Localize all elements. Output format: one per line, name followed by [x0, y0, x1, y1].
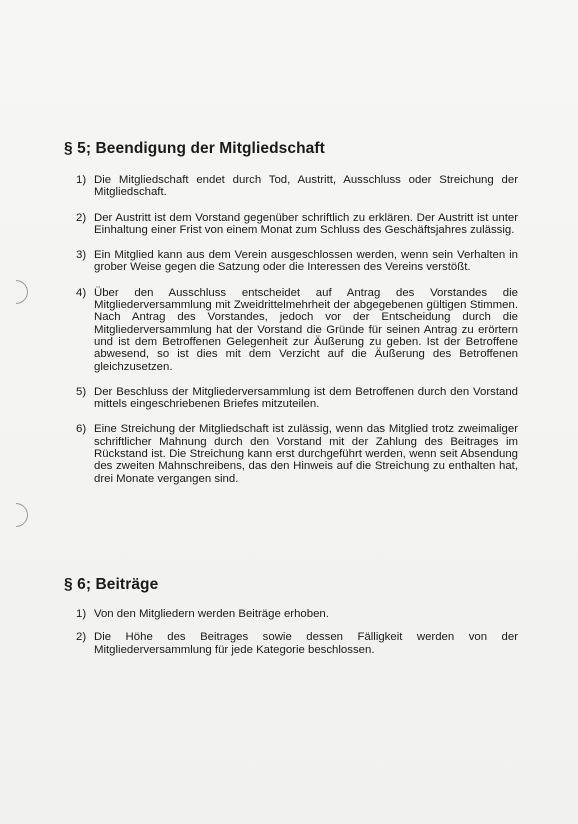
- list-item: [64, 212, 518, 237]
- item-number: 2): [76, 211, 87, 224]
- item-text: Der Beschluss der Mitgliederversammlung ist dem Betroffenen durch den Vorstand mittels eingeschriebenen Briefes mitzuteilen.: [94, 385, 518, 411]
- list-item: [64, 386, 518, 411]
- section-heading: § 5; Beendigung der Mitgliedschaft: [64, 140, 325, 157]
- list-item: [64, 608, 518, 620]
- list-item: [64, 249, 518, 274]
- item-text: Ein Mitglied kann aus dem Verein ausgeschlossen werden, wenn sein Verhalten in grober Weise gegen die Satzung oder die Interessen des Vereins verstößt.: [94, 249, 518, 274]
- item-text: Eine Streichung der Mitgliedschaft ist zulässig, wenn das Mitglied trotz zweimaliger schriftlicher Mahnung durch den Vorstand mit der Zahlung des Beitrages im Rückstand ist. Die Streichung kann erst durchgeführt werden, wenn seit Absendung des zweiten Mahnschreibens, das den Hinweis auf die Streichung zu enthalten hat, drei Monate vergangen sind.: [94, 423, 518, 485]
- item-number: 1): [76, 174, 87, 186]
- item-number: 2): [76, 631, 87, 644]
- item-number: 4): [76, 286, 87, 299]
- item-text: Die Mitgliedschaft endet durch Tod, Austritt, Ausschluss oder Streichung der Mitgliedschaft.: [94, 174, 518, 199]
- item-text: Über den Ausschluss entscheidet auf Antrag des Vorstandes die Mitgliederversammlung mit Zweidrittelmehrheit der abgegebenen gültigen Stimmen. Nach Antrag des Vorstandes, jedoch vor der Entscheidung durch die Mitgliederversammlung hat der Vorstand die Gründe für seinen Antrag zu erörtern und ist dem Betroffenen Gelegenheit zur Äußerung zu geben. Ist der Betroffene abwesend, so ist dies mit dem Verzicht auf die Äußerung des Betroffenen gleichzusetzen.: [94, 286, 518, 373]
- punch-hole-mark: [0, 275, 33, 309]
- list-item: [64, 423, 518, 484]
- item-number: 1): [76, 608, 87, 620]
- punch-hole-mark: [0, 498, 33, 532]
- section-list: [64, 608, 518, 656]
- section-list: [64, 174, 518, 485]
- item-text: Von den Mitgliedern werden Beiträge erhoben.: [94, 608, 329, 620]
- list-item: [64, 631, 518, 656]
- item-number: 5): [76, 385, 87, 398]
- section-6: [64, 576, 518, 667]
- section-5: [64, 140, 518, 498]
- item-number: 3): [76, 249, 87, 262]
- item-number: 6): [76, 423, 87, 436]
- item-text: Der Austritt ist dem Vorstand gegenüber schriftlich zu erklären. Der Austritt ist unter Einhaltung einer Frist von einem Monat zum Schluss des Geschäftsjahres zulässig.: [94, 211, 518, 236]
- list-item: [64, 174, 518, 199]
- item-text: Die Höhe des Beitrages sowie dessen Fälligkeit werden von der Mitgliederversammlung für jede Kategorie beschlossen.: [94, 631, 518, 656]
- list-item: [64, 287, 518, 373]
- section-heading: § 6; Beiträge: [64, 576, 159, 593]
